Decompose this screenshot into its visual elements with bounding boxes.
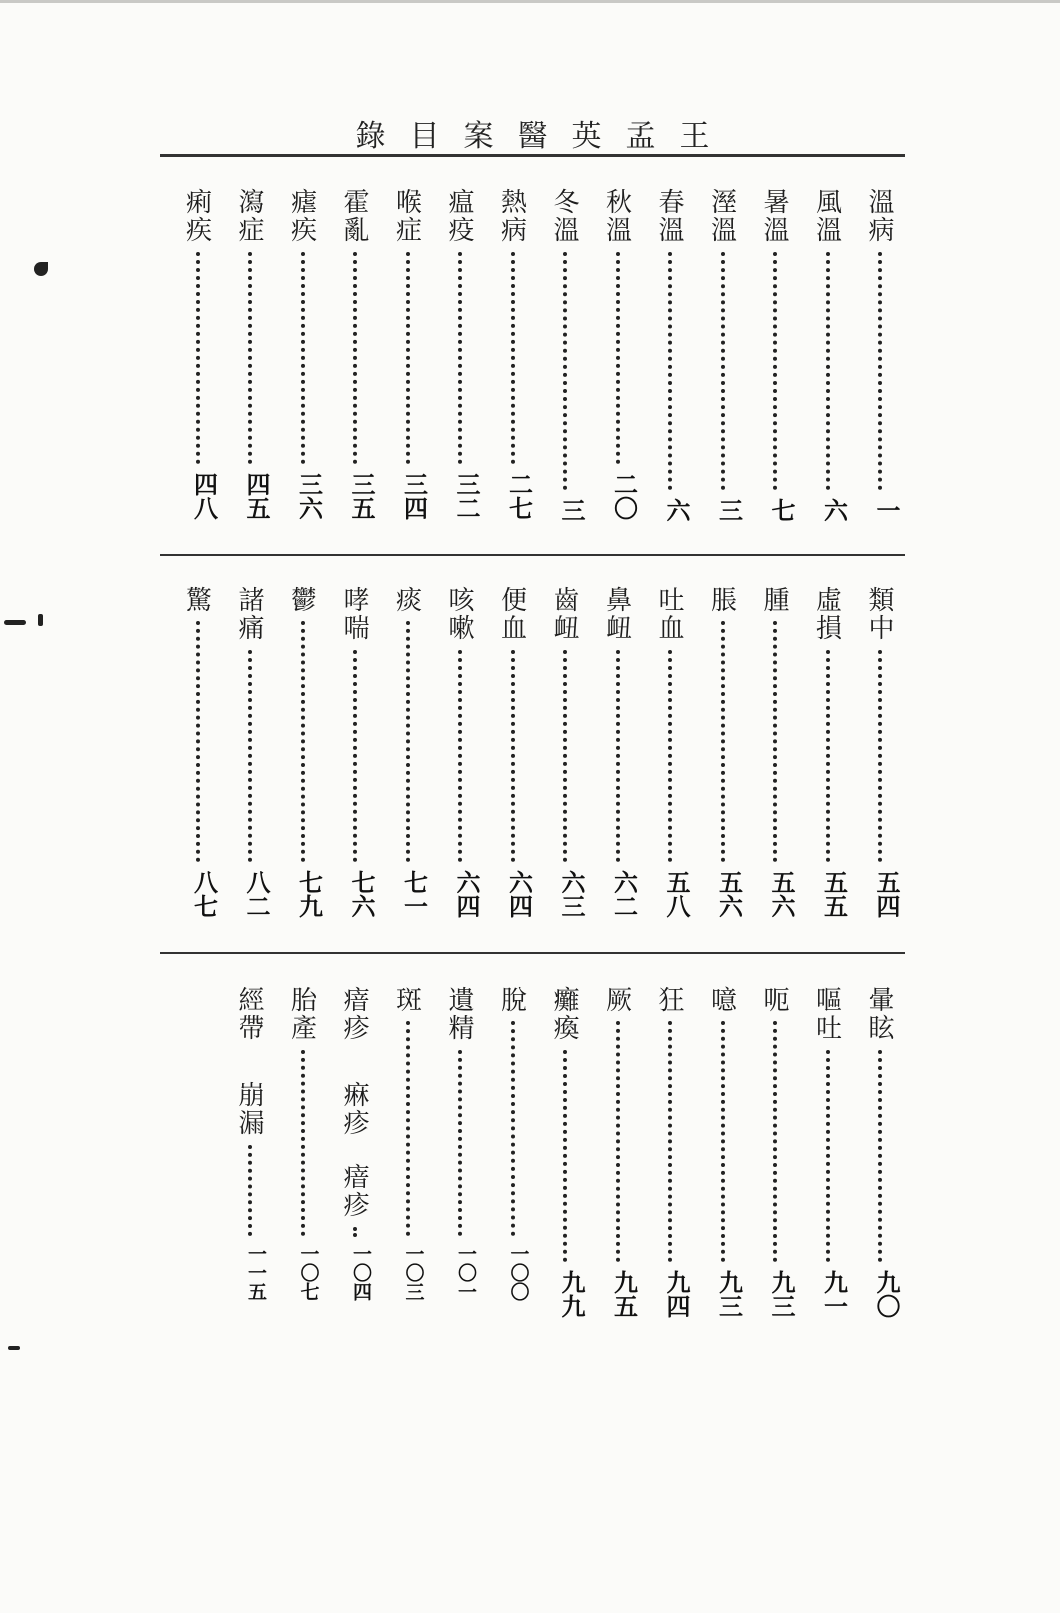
header-char: 錄 <box>355 119 386 154</box>
toc-entry <box>754 586 794 946</box>
page-number: 八二 <box>242 870 271 918</box>
leader-dots <box>616 650 620 862</box>
entry-title: 哮喘 <box>339 586 369 642</box>
leader-dots <box>248 1145 252 1236</box>
page-number: 九九 <box>557 1270 586 1318</box>
entry-title: 風溫 <box>811 188 842 244</box>
toc-entry <box>177 586 217 946</box>
leader-dots <box>668 252 672 490</box>
leader-dots <box>878 1050 882 1262</box>
page-number: 九〇 <box>872 1270 901 1318</box>
entry-title: 虛損 <box>811 586 842 642</box>
entry-title: 齒衄 <box>549 586 579 642</box>
toc-entry <box>597 586 637 946</box>
entry-title: 溫病 <box>864 188 894 244</box>
entry-title: 厥 <box>601 986 632 1014</box>
entry-title: 經帶 <box>234 986 264 1042</box>
page-number: 三 <box>557 498 586 522</box>
header-rule <box>160 154 905 157</box>
entry-title: 便血 <box>496 586 527 642</box>
leader-dots <box>248 650 252 862</box>
toc-entry <box>492 586 532 946</box>
entry-title: 瘧疾 <box>286 188 317 244</box>
toc-entry <box>544 586 584 946</box>
page-number: 一〇四 <box>350 1244 372 1301</box>
entry-title: 類中 <box>864 586 894 642</box>
entry-title: 噫 <box>706 986 737 1014</box>
entry-title: 秋溫 <box>601 188 632 244</box>
leader-dots <box>458 650 462 862</box>
page-number: 五五 <box>819 870 849 918</box>
leader-dots <box>406 252 410 464</box>
entry-subtitle: 崩漏 <box>234 1081 264 1137</box>
entry-title: 腫 <box>759 586 789 614</box>
leader-dots <box>248 252 252 464</box>
page-number: 六 <box>819 498 849 522</box>
page-number: 三四 <box>399 472 429 520</box>
toc-entry <box>649 188 689 548</box>
scan-speck <box>8 1346 20 1350</box>
section-divider-2 <box>160 952 905 954</box>
scan-speck <box>4 620 26 625</box>
page-number: 六四 <box>452 870 481 918</box>
leader-dots <box>721 1021 725 1262</box>
toc-entry <box>282 188 322 548</box>
page-number: 一一五 <box>245 1244 267 1301</box>
toc-entry <box>439 188 479 548</box>
leader-dots <box>563 650 567 862</box>
entry-title: 暈眩 <box>864 986 894 1042</box>
toc-entry <box>754 986 794 1346</box>
entry-title: 胎產 <box>286 986 317 1042</box>
header-char: 孟 <box>625 119 656 154</box>
entry-title: 喉症 <box>391 188 422 244</box>
leader-dots <box>563 252 567 490</box>
page-number: 六 <box>662 498 691 522</box>
leader-dots <box>511 650 515 862</box>
entry-title: 鼻衄 <box>601 586 632 642</box>
page-number: 三 <box>714 498 744 522</box>
entry-title: 熱病 <box>496 188 527 244</box>
toc-entry <box>439 986 479 1346</box>
page-number: 五六 <box>767 870 796 918</box>
entry-title: 痢疾 <box>181 188 212 244</box>
leader-dots <box>773 621 777 862</box>
leader-dots <box>458 252 462 464</box>
page-number: 六二 <box>609 870 639 918</box>
page-number: 三五 <box>347 472 376 520</box>
leader-dots <box>878 650 882 862</box>
toc-entry <box>334 188 374 548</box>
entry-title: 癱瘓 <box>549 986 579 1042</box>
toc-entry <box>229 986 269 1346</box>
header-char: 案 <box>463 119 494 154</box>
entry-title: 嘔吐 <box>811 986 842 1042</box>
entry-title: 遺精 <box>444 986 474 1042</box>
toc-entry <box>807 586 847 946</box>
scan-top-edge <box>0 0 1060 3</box>
entry-title: 呃 <box>759 986 789 1014</box>
toc-entry <box>282 586 322 946</box>
page-header <box>160 108 905 158</box>
leader-dots <box>196 621 200 862</box>
entry-title: 瀉症 <box>234 188 264 244</box>
section-1 <box>160 188 905 548</box>
page-number: 一〇〇 <box>507 1244 530 1301</box>
section-3 <box>160 986 905 1346</box>
toc-entry <box>387 586 427 946</box>
leader-dots <box>616 252 620 464</box>
toc-entry <box>334 586 374 946</box>
entry-title: 冬溫 <box>549 188 579 244</box>
toc-entry <box>544 188 584 548</box>
entry-title: 瘟疫 <box>444 188 474 244</box>
toc-entry <box>229 188 269 548</box>
page-number: 四五 <box>242 472 271 520</box>
leader-dots <box>406 1021 410 1236</box>
entry-title: 瘖疹 <box>339 986 369 1042</box>
leader-dots <box>773 1021 777 1262</box>
toc-entry <box>544 986 584 1346</box>
header-char: 英 <box>571 119 602 154</box>
page-number: 九一 <box>819 1270 849 1318</box>
leader-dots <box>773 252 777 490</box>
entry-title: 狂 <box>654 986 684 1014</box>
toc-entry <box>597 986 637 1346</box>
entry-title: 諸痛 <box>234 586 264 642</box>
page-number: 三二 <box>452 472 481 520</box>
section-2 <box>160 586 905 946</box>
scan-speck <box>34 262 48 276</box>
toc-entry <box>649 986 689 1346</box>
page-number: 九四 <box>662 1270 691 1318</box>
scan-speck <box>38 614 43 626</box>
page-number: 七 <box>767 498 796 522</box>
leader-dots <box>301 252 305 464</box>
toc-entry <box>649 586 689 946</box>
entry-title: 春溫 <box>654 188 684 244</box>
header-char: 醫 <box>517 119 548 154</box>
leader-dots <box>826 252 830 490</box>
page-number: 八七 <box>189 870 219 918</box>
leader-dots <box>353 252 357 464</box>
toc-entry <box>807 986 847 1346</box>
toc-entry <box>492 188 532 548</box>
leader-dots <box>353 650 357 862</box>
toc-entry <box>702 586 742 946</box>
leader-dots <box>353 1227 357 1237</box>
page-number: 一〇三 <box>402 1244 425 1301</box>
entry-title: 脫 <box>496 986 527 1014</box>
page-number: 二七 <box>504 472 534 520</box>
entry-title: 斑 <box>391 986 422 1014</box>
toc-entry <box>492 986 532 1346</box>
toc-entry <box>387 188 427 548</box>
leader-dots <box>458 1050 462 1236</box>
entry-title: 暑溫 <box>759 188 789 244</box>
toc-entry <box>597 188 637 548</box>
entry-title: 溼溫 <box>706 188 737 244</box>
leader-dots <box>301 1050 305 1236</box>
leader-dots <box>196 252 200 464</box>
page-number: 六三 <box>557 870 586 918</box>
page-number: 五六 <box>714 870 744 918</box>
leader-dots <box>826 1050 830 1262</box>
toc-entry <box>387 986 427 1346</box>
entry-title: 痰 <box>391 586 422 614</box>
entry-title: 吐血 <box>654 586 684 642</box>
entry-title: 鬱 <box>286 586 317 614</box>
page-number: 九三 <box>767 1270 796 1318</box>
page-number: 一 <box>872 498 901 522</box>
leader-dots <box>511 252 515 464</box>
section-divider-1 <box>160 554 905 556</box>
page-number: 九三 <box>714 1270 744 1318</box>
leader-dots <box>721 252 725 490</box>
page-number: 九五 <box>609 1270 639 1318</box>
toc-entry <box>702 188 742 548</box>
toc-entry <box>439 586 479 946</box>
toc-entry <box>177 188 217 548</box>
page-number: 四八 <box>189 472 219 520</box>
entry-subtitle: 瘖疹 <box>339 1163 369 1219</box>
page-number: 七九 <box>294 870 324 918</box>
header-char: 目 <box>409 119 440 154</box>
leader-dots <box>511 1021 515 1236</box>
toc-entry <box>859 188 899 548</box>
page-number: 七六 <box>347 870 376 918</box>
toc-entry <box>859 986 899 1346</box>
leader-dots <box>406 621 410 862</box>
leader-dots <box>616 1021 620 1262</box>
leader-dots <box>721 621 725 862</box>
leader-dots <box>668 1021 672 1262</box>
toc-entry <box>859 586 899 946</box>
leader-dots <box>826 650 830 862</box>
leader-dots <box>563 1050 567 1262</box>
toc-entry <box>754 188 794 548</box>
leader-dots <box>301 621 305 862</box>
toc-entry <box>229 586 269 946</box>
entry-title: 脹 <box>706 586 737 614</box>
page-number: 一〇一 <box>455 1244 477 1301</box>
page-number: 五八 <box>662 870 691 918</box>
entry-subtitle: 痳疹 <box>339 1081 369 1137</box>
page-number: 二〇 <box>609 472 639 520</box>
page-number: 三六 <box>294 472 324 520</box>
header-char: 王 <box>679 119 710 154</box>
toc-entry <box>334 986 374 1346</box>
entry-title: 驚 <box>181 586 212 614</box>
entry-title: 咳嗽 <box>444 586 474 642</box>
leader-dots <box>668 650 672 862</box>
page-number: 一〇七 <box>297 1244 320 1301</box>
page-number: 七一 <box>399 870 429 918</box>
toc-entry <box>282 986 322 1346</box>
toc-entry <box>702 986 742 1346</box>
leader-dots <box>878 252 882 490</box>
entry-title: 霍亂 <box>339 188 369 244</box>
toc-entry <box>807 188 847 548</box>
page-number: 五四 <box>872 870 901 918</box>
page-number: 六四 <box>504 870 534 918</box>
